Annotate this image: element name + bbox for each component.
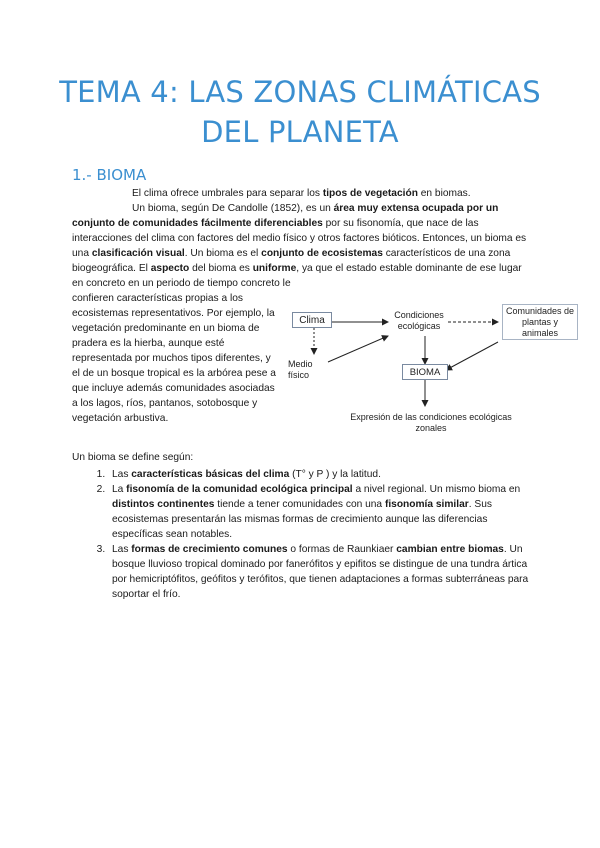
page-title — [0, 72, 600, 152]
definition-list — [72, 467, 532, 602]
definition-section — [72, 450, 532, 602]
intro-paragraph-2: Un bioma, según De Candolle (1852), es un área muy extensa ocupada por un conjunto de comunidades fácilmente diferenciables por su fisonomía, que nace de las interacciones del clima con factores del medio físico y otros factores bióticos. Entonces, un bioma es una clasificación visual. Un bioma es el conjunto de ecosistemas característicos de una zona biogeográfica. El aspecto del bioma es uniforme, ya que el estado estable dominante de ese lugar en concreto en un periodo de tiempo concreto le — [72, 203, 527, 289]
section-heading-bioma: 1.- BIOMA — [72, 166, 147, 184]
title-line-2: DEL PLANETA — [201, 115, 399, 149]
definition-lead: Un bioma se define según: — [72, 452, 194, 463]
box-clima: Clima — [292, 312, 332, 328]
box-comunidades: Comunidades de plantas y animales — [502, 304, 578, 340]
list-item: 2. La fisonomía de la comunidad ecológica principal a nivel regional. Un mismo bioma en distintos continentes tiende a tener comunidades con una fisonomía similar. Sus ecosistemas presentarán las mismas formas de crecimiento aunque las diferencias específicas sean notables. — [108, 482, 532, 542]
box-medio-fisico: Medio físico — [288, 356, 326, 384]
arrow-medio-condiciones — [328, 336, 388, 362]
box-condiciones: Condiciones ecológicas — [390, 306, 448, 336]
intro-text — [72, 186, 528, 291]
list-item: 1. Las características básicas del clima (T° y P ) y la latitud. — [108, 467, 532, 482]
list-item: 3. Las formas de crecimiento comunes o formas de Raunkiaer cambian entre biomas. Un bosque lluvioso tropical dominado por fanerófitos y epifitos se distingue de una tundra ártica por hemicriptófitos, geófitos y terófitos, que tienen adaptaciones a formas subterráneas para soportar el frío. — [108, 542, 532, 602]
title-line-1: TEMA 4: LAS ZONAS CLIMÁTICAS — [59, 75, 541, 109]
bioma-diagram — [288, 298, 575, 440]
intro-wrapped-text: confieren características propias a los ecosistemas representativos. Por ejemplo, la vegetación predominante en un bioma de pradera es la hierba, aunque esté representada por muchos tipos diferentes, y el de un bosque tropical es la arbórea pese a que incluye además comunidades asociadas a los lagos, ríos, pantanos, sotobosque y vegetación arbustiva. — [72, 293, 276, 424]
intro-paragraph-1: El clima ofrece umbrales para separar los tipos de vegetación en biomas. — [132, 188, 471, 199]
box-bioma: BIOMA — [402, 364, 448, 380]
arrow-comunidades-bioma — [446, 342, 498, 370]
box-expresion: Expresión de las condiciones ecológicas zonales — [344, 408, 518, 438]
